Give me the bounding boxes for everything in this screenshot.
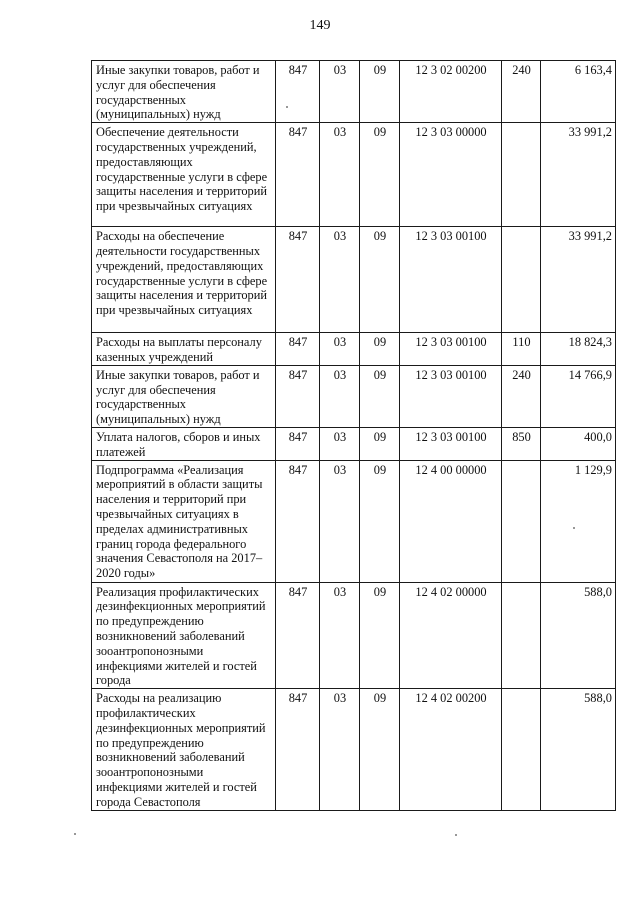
row-subsection: 09 — [360, 582, 400, 689]
row-grbs: 847 — [276, 689, 320, 810]
row-expense-type: 240 — [502, 365, 541, 427]
row-amount: 400,0 — [541, 427, 616, 460]
row-name: Расходы на реализацию профилактических дезинфекционных мероприятий по предупреждению возникновений заболеваний зооантропонозными инфекциями жителей и гостей города Севастополя — [92, 689, 276, 810]
row-subsection: 09 — [360, 689, 400, 810]
scan-speck — [286, 106, 288, 108]
row-expense-type — [502, 689, 541, 810]
row-section: 03 — [320, 227, 360, 333]
table-row — [92, 460, 616, 582]
row-expense-type — [502, 582, 541, 689]
row-section: 03 — [320, 365, 360, 427]
row-grbs: 847 — [276, 365, 320, 427]
row-amount: 1 129,9 — [541, 460, 616, 582]
row-target-article: 12 3 03 00100 — [400, 365, 502, 427]
row-name: Иные закупки товаров, работ и услуг для обеспечения государственных (муниципальных) нужд — [92, 365, 276, 427]
row-amount: 18 824,3 — [541, 333, 616, 366]
row-name: Расходы на обеспечение деятельности государственных учреждений, предоставляющих государственные услуги в сфере защиты населения и территорий при чрезвычайных ситуациях — [92, 227, 276, 333]
row-section: 03 — [320, 582, 360, 689]
row-amount: 33 991,2 — [541, 227, 616, 333]
row-grbs: 847 — [276, 61, 320, 123]
row-expense-type: 110 — [502, 333, 541, 366]
row-name: Подпрограмма «Реализация мероприятий в области защиты населения и территорий при чрезвычайных ситуациях в пределах административных границ города федерального значения Севастополя на 2017–2020 годы» — [92, 460, 276, 582]
row-amount: 33 991,2 — [541, 123, 616, 227]
row-subsection: 09 — [360, 227, 400, 333]
row-expense-type: 850 — [502, 427, 541, 460]
row-grbs: 847 — [276, 460, 320, 582]
table-row — [92, 333, 616, 366]
row-name: Обеспечение деятельности государственных учреждений, предоставляющих государственные услуги в сфере защиты населения и территорий при чрезвычайных ситуациях — [92, 123, 276, 227]
row-expense-type: 240 — [502, 61, 541, 123]
row-expense-type — [502, 123, 541, 227]
row-section: 03 — [320, 460, 360, 582]
row-target-article: 12 3 03 00100 — [400, 227, 502, 333]
row-amount: 588,0 — [541, 582, 616, 689]
row-name: Иные закупки товаров, работ и услуг для обеспечения государственных (муниципальных) нужд — [92, 61, 276, 123]
table-row — [92, 227, 616, 333]
row-amount: 14 766,9 — [541, 365, 616, 427]
row-subsection: 09 — [360, 460, 400, 582]
row-expense-type — [502, 460, 541, 582]
row-subsection: 09 — [360, 333, 400, 366]
row-grbs: 847 — [276, 123, 320, 227]
row-grbs: 847 — [276, 582, 320, 689]
row-target-article: 12 3 03 00100 — [400, 333, 502, 366]
row-section: 03 — [320, 689, 360, 810]
row-section: 03 — [320, 123, 360, 227]
row-amount: 6 163,4 — [541, 61, 616, 123]
row-grbs: 847 — [276, 227, 320, 333]
row-expense-type — [502, 227, 541, 333]
row-subsection: 09 — [360, 427, 400, 460]
row-target-article: 12 3 03 00100 — [400, 427, 502, 460]
row-target-article: 12 4 02 00000 — [400, 582, 502, 689]
row-section: 03 — [320, 333, 360, 366]
scan-speck — [455, 834, 457, 836]
row-target-article: 12 3 02 00200 — [400, 61, 502, 123]
page-number: 149 — [309, 18, 331, 33]
table-row — [92, 365, 616, 427]
row-name: Уплата налогов, сборов и иных платежей — [92, 427, 276, 460]
row-name: Реализация профилактических дезинфекционных мероприятий по предупреждению возникновений заболеваний зооантропонозными инфекциями жителей и гостей города — [92, 582, 276, 689]
row-grbs: 847 — [276, 427, 320, 460]
row-grbs: 847 — [276, 333, 320, 366]
budget-table — [91, 60, 616, 811]
table-row — [92, 427, 616, 460]
row-target-article: 12 3 03 00000 — [400, 123, 502, 227]
row-amount: 588,0 — [541, 689, 616, 810]
row-name: Расходы на выплаты персоналу казенных учреждений — [92, 333, 276, 366]
scan-speck — [573, 527, 575, 529]
table-row — [92, 582, 616, 689]
table-row — [92, 689, 616, 810]
row-section: 03 — [320, 61, 360, 123]
row-subsection: 09 — [360, 365, 400, 427]
row-subsection: 09 — [360, 123, 400, 227]
table-row — [92, 123, 616, 227]
row-target-article: 12 4 02 00200 — [400, 689, 502, 810]
row-target-article: 12 4 00 00000 — [400, 460, 502, 582]
table-row — [92, 61, 616, 123]
budget-table-body — [92, 61, 616, 811]
row-section: 03 — [320, 427, 360, 460]
row-subsection: 09 — [360, 61, 400, 123]
scan-speck — [74, 833, 76, 835]
